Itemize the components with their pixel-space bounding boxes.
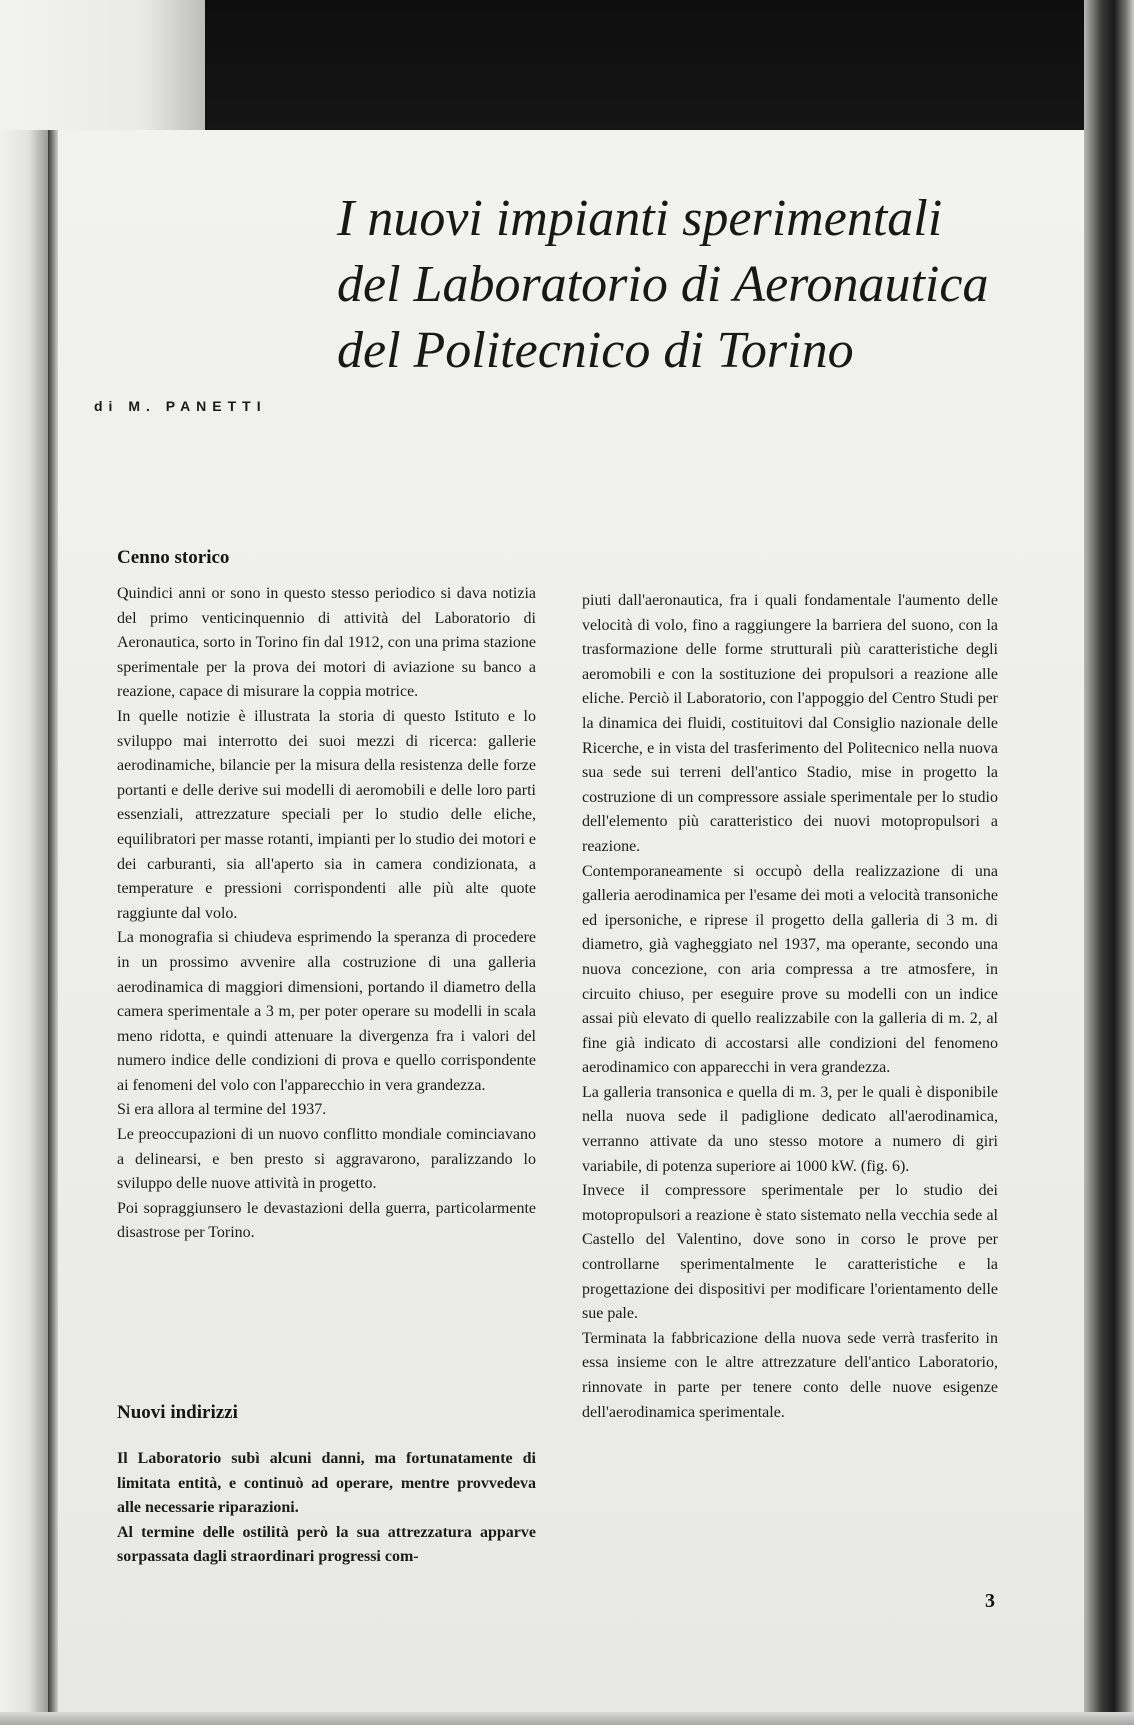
left-column-bottom — [117, 1447, 536, 1570]
gutter-shadow — [48, 130, 58, 1725]
paragraph: La galleria transonica e quella di m. 3, per le quali è disponibile nella nuova sede il padiglione dedicato all'aerodinamica, verranno attivate da uno stesso motore a numero di giri variabile, di potenza superiore ai 1000 kW. (fig. 6). — [582, 1083, 998, 1175]
article-title — [337, 186, 1077, 384]
section-heading-cenno-storico: Cenno storico — [117, 547, 230, 568]
right-column — [582, 589, 998, 1425]
paragraph: Quindici anni or sono in questo stesso periodico si dava notizia del primo venticinquennio di attività del Laboratorio di Aeronautica, sorto in Torino fin dal 1912, con una prima stazione sperimentale per la prova dei motori di aviazione su banco a reazione, capace di misurare la coppia motrice. — [117, 585, 536, 701]
paragraph: Il Laboratorio subì alcuni danni, ma fortunatamente di limitata entità, e continuò ad operare, mentre provvedeva alle necessarie riparazioni. — [117, 1450, 536, 1517]
paragraph: Invece il compressore sperimentale per lo studio dei motopropulsori a reazione è stato sistemato nella vecchia sede al Castello del Valentino, dove sono in corso le prove per controllarne sperimentalmente le caratteristiche e la progettazione dei dispositivi per modificare l'orientamento delle sue pale. — [582, 1182, 998, 1323]
paragraph: In quelle notizie è illustrata la storia di questo Istituto e lo sviluppo mai interrotto dei suoi mezzi di ricerca: gallerie aerodinamiche, bilancie per la misura della resistenza delle forze portanti e delle derive sui modelli di aeromobili e delle loro parti essenziali, attrezzature speciali per lo studio delle eliche, equilibratori per masse rotanti, impianti per lo studio dei motori e dei carburanti, sia all'aperto sia in camera condizionata, a temperature e pressioni corrispondenti alle più alte quote raggiunte dal volo. — [117, 707, 537, 922]
paragraph: Poi sopraggiunsero le devastazioni della guerra, particolarmente disastrose per Torino. — [117, 1199, 536, 1242]
paragraph: Le preoccupazioni di un nuovo conflitto mondiale cominciavano a delinearsi, e ben presto si aggravarono, paralizzando lo sviluppo delle nuove attività in progetto. — [117, 1126, 536, 1193]
paragraph: Si era allora al termine del 1937. — [117, 1101, 327, 1119]
title-line-3: del Politecnico di Torino — [337, 322, 854, 379]
title-line-2: del Laboratorio di Aeronautica — [337, 256, 989, 313]
left-page-edge — [0, 130, 48, 1725]
title-line-1: I nuovi impianti sperimentali — [337, 190, 943, 247]
paragraph: Al termine delle ostilità però la sua attrezzatura apparve sorpassata dagli straordinari progressi com- — [117, 1523, 536, 1566]
section-heading-nuovi-indirizzi: Nuovi indirizzi — [117, 1402, 238, 1423]
author-byline: di M. PANETTI — [94, 398, 267, 414]
top-left-paper-corner — [0, 0, 205, 130]
paragraph: piuti dall'aeronautica, fra i quali fondamentale l'aumento delle velocità di volo, fino a raggiungere la barriera del suono, con la trasformazione delle forme strutturali più caratteristiche degli aeromobili e con la sostituzione dei propulsori a reazione alle eliche. Perciò il Laboratorio, con l'appoggio del Centro Studi per la dinamica dei fluidi, costituitovi dal Consiglio nazionale delle Ricerche, e in vista del trasferimento del Politecnico nella nuova sua sede sui terreni dell'antico Stadio, mise in progetto la costruzione di un compressore assiale sperimentale per lo studio dell'elemento più caratteristico dei nuovi motopropulsori a reazione. — [582, 592, 998, 855]
right-binding-edge — [1084, 0, 1134, 1725]
paragraph: La monografia si chiudeva esprimendo la speranza di procedere in un prossimo avvenire alla costruzione di una galleria aerodinamica di maggiori dimensioni, portando il diametro della camera sperimentale a 3 m, per poter operare su modelli in scala meno ridotta, e quindi attenuare la divergenza fra i valori del numero indice delle condizioni di prova e quello corrispondente ai fenomeni del volo con l'apparecchio in vera grandezza. — [117, 929, 536, 1094]
paragraph: Terminata la fabbricazione della nuova sede verrà trasferito in essa insieme con le altre attrezzature dell'antico Laboratorio, rinnovate in parte per tenere conto delle nuove esigenze dell'aerodinamica sperimentale. — [582, 1329, 998, 1421]
page-number: 3 — [985, 1590, 995, 1612]
left-column-top — [117, 582, 536, 1246]
bottom-edge — [0, 1712, 1134, 1725]
paragraph: Contemporaneamente si occupò della realizzazione di una galleria aerodinamica per l'esame dei moti a velocità transoniche ed ipersoniche, e riprese il progetto della galleria di 3 m. di diametro, già vagheggiato nel 1937, ma operante, secondo una nuova concezione, con aria compressa a tre atmosfere, in circuito chiuso, per eseguire prove su modelli con un indice assai più elevato di quello realizzabile con la galleria di m. 2, al fine già indicato di accostarsi alle condizioni del fenomeno aerodinamico con apparecchi in vera grandezza. — [582, 862, 998, 1077]
